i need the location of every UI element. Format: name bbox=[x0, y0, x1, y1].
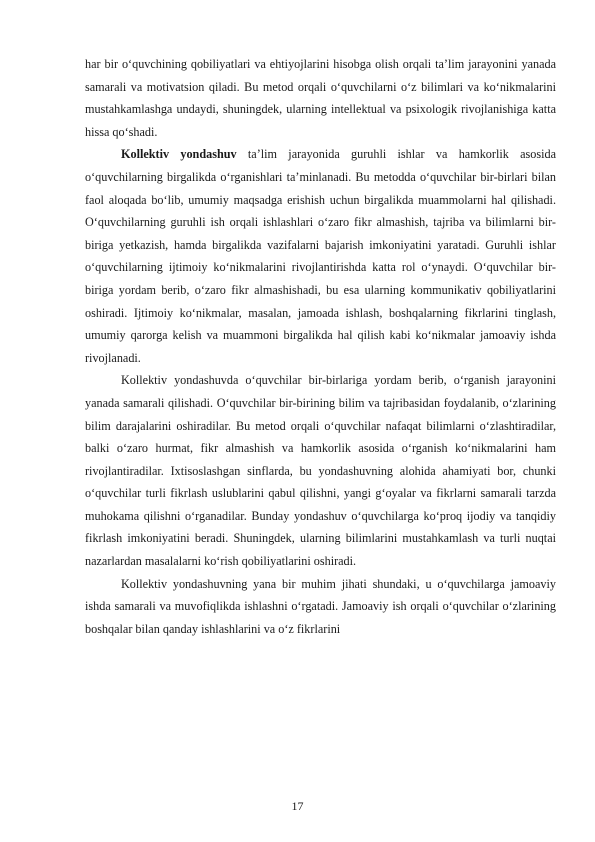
paragraph-kollektiv-yondashuv bbox=[85, 143, 556, 369]
paragraph-lead-term: Kollektiv yondashuv bbox=[121, 147, 237, 162]
paragraph-collective-learning bbox=[85, 369, 556, 572]
paragraph-text: ta’lim jarayonida guruhli ishlar va hamkorlik asosida o‘quvchilarning birgalikda o‘rganishlari ta’minlanadi. Bu metodda o‘quvchilar bir-birlari bilan faol aloqada bo‘lib, umumiy maqsadga erishish uchun birgalikda muammolarni hal qilishadi. O‘quvchilarning guruhli ish orqali ishlashlari o‘zaro fikr almashish, tajriba va bilimlarni bir-biriga yetkazish, hamda birgalikda vazifalarni bajarish imkoniyatini yaratadi. Guruhli ishlar o‘quvchilarning ijtimoiy ko‘nikmalarini rivojlantirishda katta rol o‘ynaydi. O‘quvchilar bir-biriga yordam berib, o‘zaro fikr almashishadi, bu esa ularning kommunikativ qobiliyatlarini oshiradi. Ijtimoiy ko‘nikmalar, masalan, jamoada ishlash, boshqalarning fikrlarini tinglash, umumiy qarorga kelish va muammoni birgalikda hal qilish kabi ko‘nikmalar jamoaviy ishda rivojlanadi. bbox=[85, 147, 556, 365]
paragraph-text: Kollektiv yondashuvning yana bir muhim jihati shundaki, u o‘quvchilarga jamoaviy ishda samarali va muvofiqlikda ishlashni o‘rgatadi. Jamoaviy ish orqali o‘quvchilar o‘zlarining boshqalar bilan qanday ishlashlarini va o‘z fikrlarini bbox=[85, 576, 556, 636]
paragraph-text: har bir o‘quvchining qobiliyatlari va ehtiyojlarini hisobga olish orqali ta’lim jarayonini yanada samarali va motivatsion qiladi. Bu metod orqali o‘quvchilarni o‘z bilimlari va ko‘nikmalarini mustahkamlashga undaydi, shuningdek, ularning intellektual va psixologik rivojlanishiga katta hissa qo‘shadi. bbox=[85, 57, 556, 139]
paragraph-text: Kollektiv yondashuvda o‘quvchilar bir-birlariga yordam berib, o‘rganish jarayonini yanada samarali qilishadi. O‘quvchilar bir-birining bilim va tajribasidan foydalanib, o‘zlarining bilim darajalarini oshiradilar. Bu metod orqali o‘quvchilar nafaqat bilimlarni o‘zlashtiradilar, balki o‘zaro hurmat, fikr almashish va hamkorlik asosida o‘rganish ko‘nikmalarini ham rivojlantiradilar. Ixtisoslashgan sinflarda, bu yondashuvning alohida ahamiyati bor, chunki o‘quvchilar turli fikrlash uslublarini qabul qilishni, yangi g‘oyalar va fikrlarni samarali tarzda muhokama qilishni o‘rganadilar. Bunday yondashuv o‘quvchilarga ko‘proq ijodiy va tanqidiy fikrlash imkoniyatini beradi. Shuningdek, ularning bilimlarini mustahkamlash va turli nuqtai nazarlardan masalalarni ko‘rish qobiliyatlarini oshiradi. bbox=[85, 373, 556, 569]
paragraph-continuation bbox=[85, 53, 556, 143]
page-number: 17 bbox=[291, 799, 304, 813]
document-page bbox=[85, 53, 556, 640]
paragraph-teamwork bbox=[85, 573, 556, 641]
